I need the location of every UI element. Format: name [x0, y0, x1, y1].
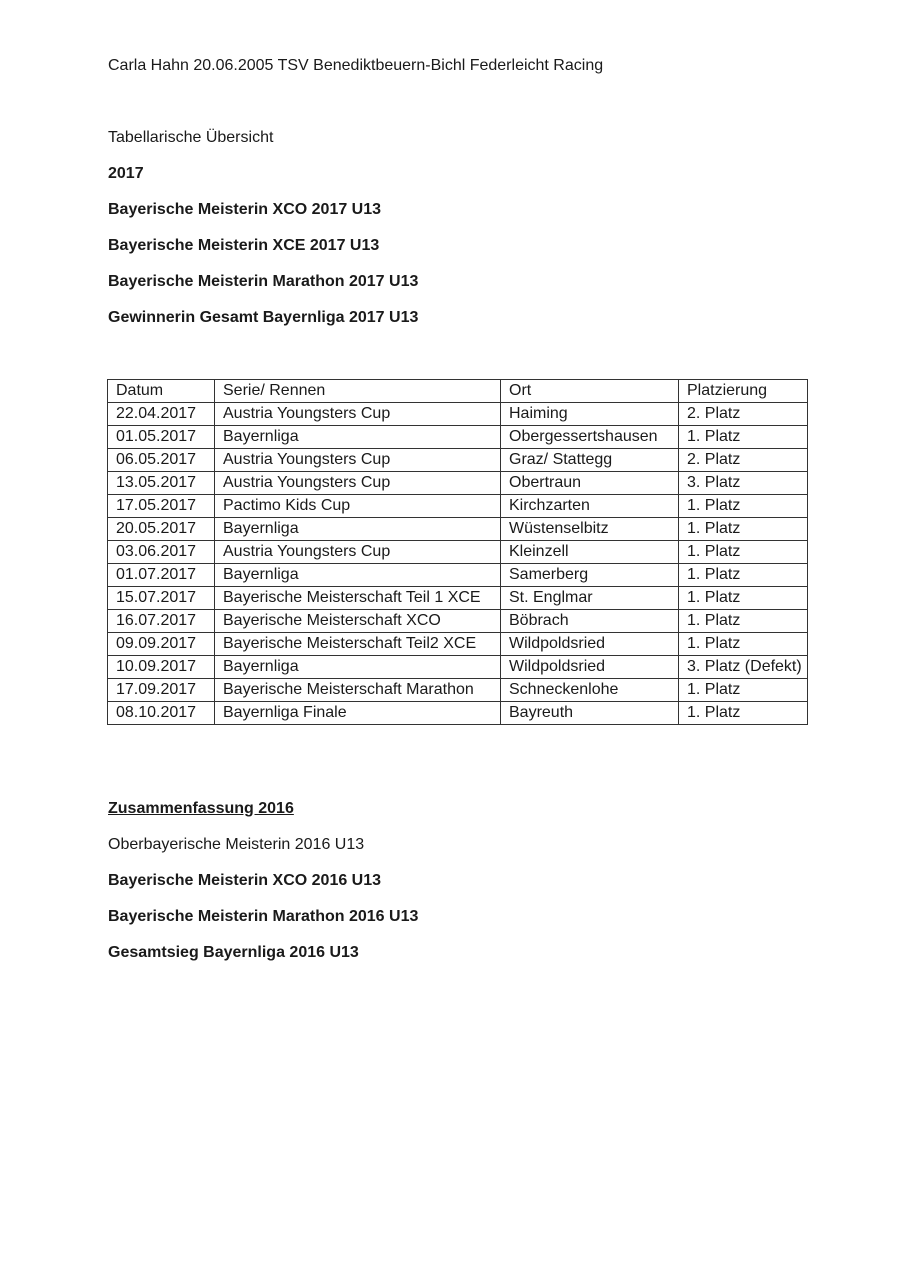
table-row: [108, 472, 808, 495]
summary-2016-xco: Bayerische Meisterin XCO 2016 U13: [108, 872, 382, 889]
cell-location: Wildpoldsried: [501, 633, 679, 656]
table-row: [108, 702, 808, 725]
cell-date: 08.10.2017: [108, 702, 215, 725]
table-row: [108, 564, 808, 587]
cell-race: Bayernliga: [215, 564, 501, 587]
cell-placement: 1. Platz: [679, 702, 808, 725]
cell-date: 06.05.2017: [108, 449, 215, 472]
cell-race: Pactimo Kids Cup: [215, 495, 501, 518]
document-header: Carla Hahn 20.06.2005 TSV Benediktbeuern-Bichl Federleicht Racing: [108, 57, 604, 74]
cell-race: Bayernliga: [215, 518, 501, 541]
cell-date: 16.07.2017: [108, 610, 215, 633]
cell-date: 09.09.2017: [108, 633, 215, 656]
cell-date: 01.05.2017: [108, 426, 215, 449]
cell-date: 15.07.2017: [108, 587, 215, 610]
table-row: [108, 426, 808, 449]
summary-2016-marathon: Bayerische Meisterin Marathon 2016 U13: [108, 908, 419, 925]
table-row: [108, 495, 808, 518]
title-2017-xco: Bayerische Meisterin XCO 2017 U13: [108, 201, 382, 218]
cell-date: 17.05.2017: [108, 495, 215, 518]
cell-placement: 1. Platz: [679, 564, 808, 587]
cell-location: Kirchzarten: [501, 495, 679, 518]
cell-date: 10.09.2017: [108, 656, 215, 679]
cell-race: Bayernliga Finale: [215, 702, 501, 725]
cell-race: Austria Youngsters Cup: [215, 472, 501, 495]
year-heading: 2017: [108, 165, 144, 182]
table-row: [108, 656, 808, 679]
cell-placement: 1. Platz: [679, 610, 808, 633]
cell-race: Austria Youngsters Cup: [215, 449, 501, 472]
cell-location: Graz/ Stattegg: [501, 449, 679, 472]
cell-placement: 2. Platz: [679, 403, 808, 426]
cell-race: Bayerische Meisterschaft Marathon: [215, 679, 501, 702]
cell-placement: 1. Platz: [679, 495, 808, 518]
title-2017-xce: Bayerische Meisterin XCE 2017 U13: [108, 237, 380, 254]
cell-race: Austria Youngsters Cup: [215, 403, 501, 426]
cell-location: Wüstenselbitz: [501, 518, 679, 541]
cell-placement: 3. Platz: [679, 472, 808, 495]
title-2017-bayernliga: Gewinnerin Gesamt Bayernliga 2017 U13: [108, 309, 419, 326]
table-header-row: [108, 380, 808, 403]
table-row: [108, 587, 808, 610]
column-header-platzierung: Platzierung: [679, 380, 808, 403]
results-table: [107, 379, 808, 725]
cell-placement: 1. Platz: [679, 518, 808, 541]
column-header-serie: Serie/ Rennen: [215, 380, 501, 403]
cell-location: Schneckenlohe: [501, 679, 679, 702]
overview-title: Tabellarische Übersicht: [108, 129, 274, 146]
cell-race: Bayerische Meisterschaft XCO: [215, 610, 501, 633]
cell-placement: 1. Platz: [679, 679, 808, 702]
cell-location: Obergessertshausen: [501, 426, 679, 449]
cell-location: Obertraun: [501, 472, 679, 495]
summary-2016-oberbayern: Oberbayerische Meisterin 2016 U13: [108, 836, 365, 853]
cell-location: Haiming: [501, 403, 679, 426]
table-row: [108, 679, 808, 702]
table-row: [108, 403, 808, 426]
cell-race: Bayernliga: [215, 656, 501, 679]
cell-race: Austria Youngsters Cup: [215, 541, 501, 564]
cell-race: Bayerische Meisterschaft Teil2 XCE: [215, 633, 501, 656]
cell-placement: 1. Platz: [679, 587, 808, 610]
summary-2016-heading: Zusammenfassung 2016: [108, 800, 294, 817]
cell-location: Wildpoldsried: [501, 656, 679, 679]
cell-race: Bayerische Meisterschaft Teil 1 XCE: [215, 587, 501, 610]
cell-location: Samerberg: [501, 564, 679, 587]
cell-placement: 1. Platz: [679, 426, 808, 449]
cell-placement: 1. Platz: [679, 541, 808, 564]
summary-2016-bayernliga: Gesamtsieg Bayernliga 2016 U13: [108, 944, 359, 961]
table-row: [108, 449, 808, 472]
cell-date: 17.09.2017: [108, 679, 215, 702]
cell-location: Kleinzell: [501, 541, 679, 564]
table-row: [108, 633, 808, 656]
cell-date: 03.06.2017: [108, 541, 215, 564]
cell-location: St. Englmar: [501, 587, 679, 610]
table-row: [108, 541, 808, 564]
cell-placement: 2. Platz: [679, 449, 808, 472]
table-row: [108, 610, 808, 633]
title-2017-marathon: Bayerische Meisterin Marathon 2017 U13: [108, 273, 419, 290]
column-header-ort: Ort: [501, 380, 679, 403]
cell-placement: 3. Platz (Defekt): [679, 656, 808, 679]
table-row: [108, 518, 808, 541]
cell-date: 13.05.2017: [108, 472, 215, 495]
cell-date: 22.04.2017: [108, 403, 215, 426]
cell-date: 01.07.2017: [108, 564, 215, 587]
cell-location: Bayreuth: [501, 702, 679, 725]
cell-location: Böbrach: [501, 610, 679, 633]
column-header-datum: Datum: [108, 380, 215, 403]
cell-placement: 1. Platz: [679, 633, 808, 656]
cell-race: Bayernliga: [215, 426, 501, 449]
cell-date: 20.05.2017: [108, 518, 215, 541]
